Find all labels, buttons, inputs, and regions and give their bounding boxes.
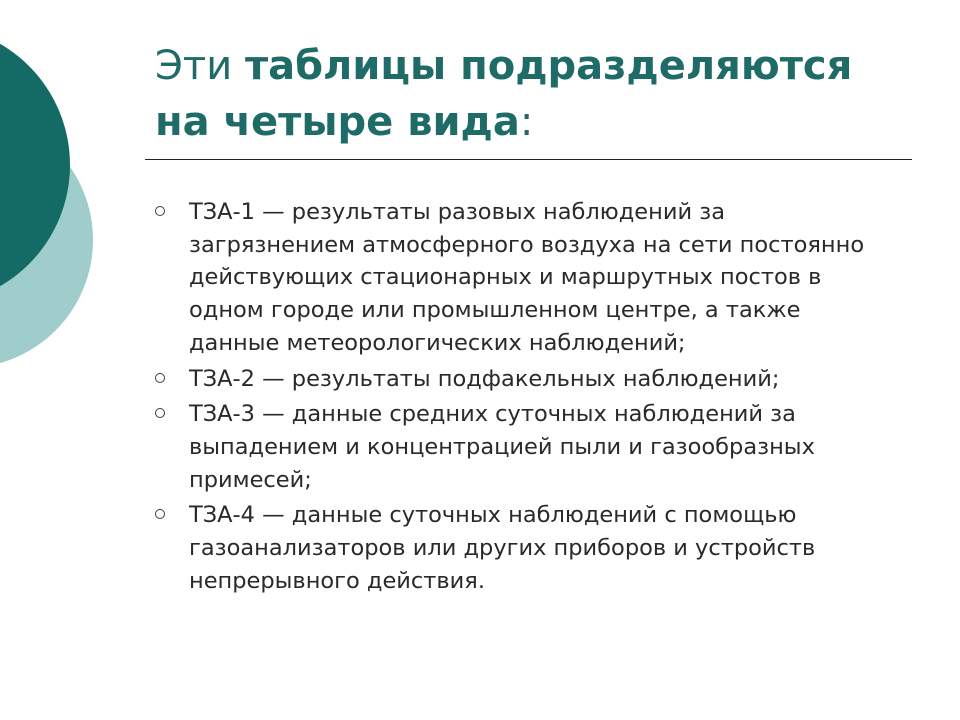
decorative-circles	[0, 0, 130, 420]
bullet-item-tza-4	[155, 499, 895, 597]
bullet-text: ТЗА-3 — данные средних суточных наблюдений за выпадением и концентрацией пыли и газообразных примесей;	[189, 401, 815, 493]
hollow-circle-bullet-icon	[155, 373, 165, 383]
bullet-item-tza-3	[155, 398, 895, 496]
hollow-circle-bullet-icon	[155, 408, 165, 418]
bullet-text: ТЗА-4 — данные суточных наблюдений с помощью газоанализаторов или других приборов и устройств непрерывного действия.	[189, 502, 816, 594]
bullet-item-tza-2	[155, 363, 895, 396]
bullet-text: ТЗА-2 — результаты подфакельных наблюдений;	[189, 365, 780, 392]
hollow-circle-bullet-icon	[155, 509, 165, 519]
title-divider	[145, 159, 912, 160]
slide-title: Эти таблицы подразделяются на четыре вида:	[155, 43, 853, 145]
bullet-list	[155, 196, 895, 600]
bullet-item-tza-1	[155, 196, 895, 360]
bullet-text: ТЗА-1 — результаты разовых наблюдений за загрязнением атмосферного воздуха на сети постоянно действующих стационарных и маршрутных постов в одном городе или промышленном центре, а также данные метеорологических наблюдений;	[189, 199, 865, 356]
hollow-circle-bullet-icon	[155, 206, 165, 216]
